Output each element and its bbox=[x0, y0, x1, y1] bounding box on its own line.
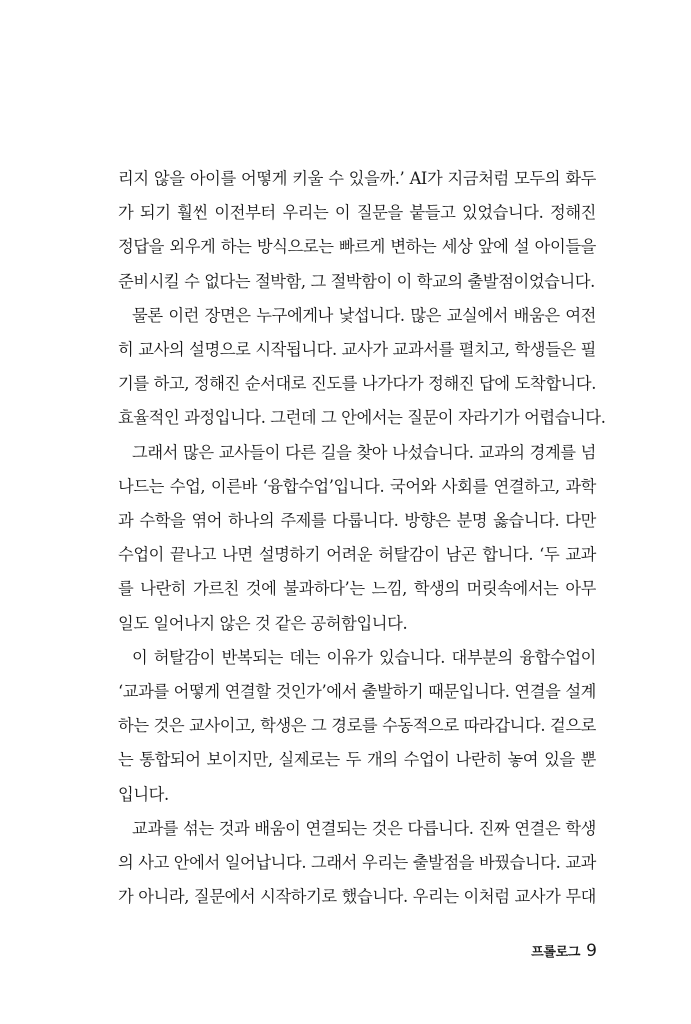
text-line: 수업이 끝나고 나면 설명하기 어려운 허탈감이 남곤 합니다. ‘두 교과 bbox=[118, 545, 596, 565]
page-footer bbox=[531, 941, 597, 961]
text-line: 정답을 외우게 하는 방식으로는 빠르게 변하는 세상 앞에 설 아이들을 bbox=[118, 237, 596, 257]
page-number: 9 bbox=[586, 941, 597, 961]
text-line: 물론 이런 장면은 누구에게나 낯섭니다. 많은 교실에서 배움은 여전 bbox=[132, 305, 596, 325]
text-line: 의 사고 안에서 일어납니다. 그래서 우리는 출발점을 바꿨습니다. 교과 bbox=[118, 853, 596, 872]
text-line: 준비시킬 수 없다는 절박함, 그 절박함이 이 학교의 출발점이었습니다. bbox=[118, 271, 595, 291]
text-line: 일도 일어나지 않은 것 같은 공허함입니다. bbox=[118, 613, 408, 633]
text-line: ‘교과를 어떻게 연결할 것인가’에서 출발하기 때문입니다. 연결을 설계 bbox=[118, 682, 596, 701]
text-line: 효율적인 과정입니다. 그런데 그 안에서는 질문이 자라기가 어렵습니다. bbox=[118, 408, 606, 428]
text-line: 히 교사의 설명으로 시작됩니다. 교사가 교과서를 펼치고, 학생들은 필 bbox=[118, 340, 596, 359]
text-line: 기를 하고, 정해진 순서대로 진도를 나가다가 정해진 답에 도착합니다. bbox=[118, 374, 596, 394]
text-line: 나드는 수업, 이른바 ‘융합수업’입니다. 국어와 사회를 연결하고, 과학 bbox=[118, 476, 596, 496]
text-line: 하는 것은 교사이고, 학생은 그 경로를 수동적으로 따라갑니다. 겉으로 bbox=[118, 716, 596, 736]
text-line: 가 아니라, 질문에서 시작하기로 했습니다. 우리는 이처럼 교사가 무대 bbox=[118, 887, 596, 907]
text-line: 는 통합되어 보이지만, 실제로는 두 개의 수업이 나란히 놓여 있을 뿐 bbox=[118, 750, 596, 770]
section-label: 프롤로그 bbox=[531, 945, 581, 960]
text-line: 를 나란히 가르친 것에 불과하다’는 느낌, 학생의 머릿속에서는 아무 bbox=[118, 579, 596, 599]
text-line: 과 수학을 엮어 하나의 주제를 다룹니다. 방향은 분명 옳습니다. 다만 bbox=[118, 511, 596, 530]
text-line: 교과를 섞는 것과 배움이 연결되는 것은 다릅니다. 진짜 연결은 학생 bbox=[132, 818, 596, 838]
text-line: 입니다. bbox=[118, 784, 169, 804]
text-line: 그래서 많은 교사들이 다른 길을 찾아 나섰습니다. 교과의 경계를 넘 bbox=[132, 442, 596, 462]
text-line: 이 허탈감이 반복되는 데는 이유가 있습니다. 대부분의 융합수업이 bbox=[132, 647, 596, 667]
text-line: 리지 않을 아이를 어떻게 키울 수 있을까.’ AI가 지금처럼 모두의 화두 bbox=[118, 169, 596, 188]
text-line: 가 되기 훨씬 이전부터 우리는 이 질문을 붙들고 있었습니다. 정해진 bbox=[118, 203, 596, 223]
